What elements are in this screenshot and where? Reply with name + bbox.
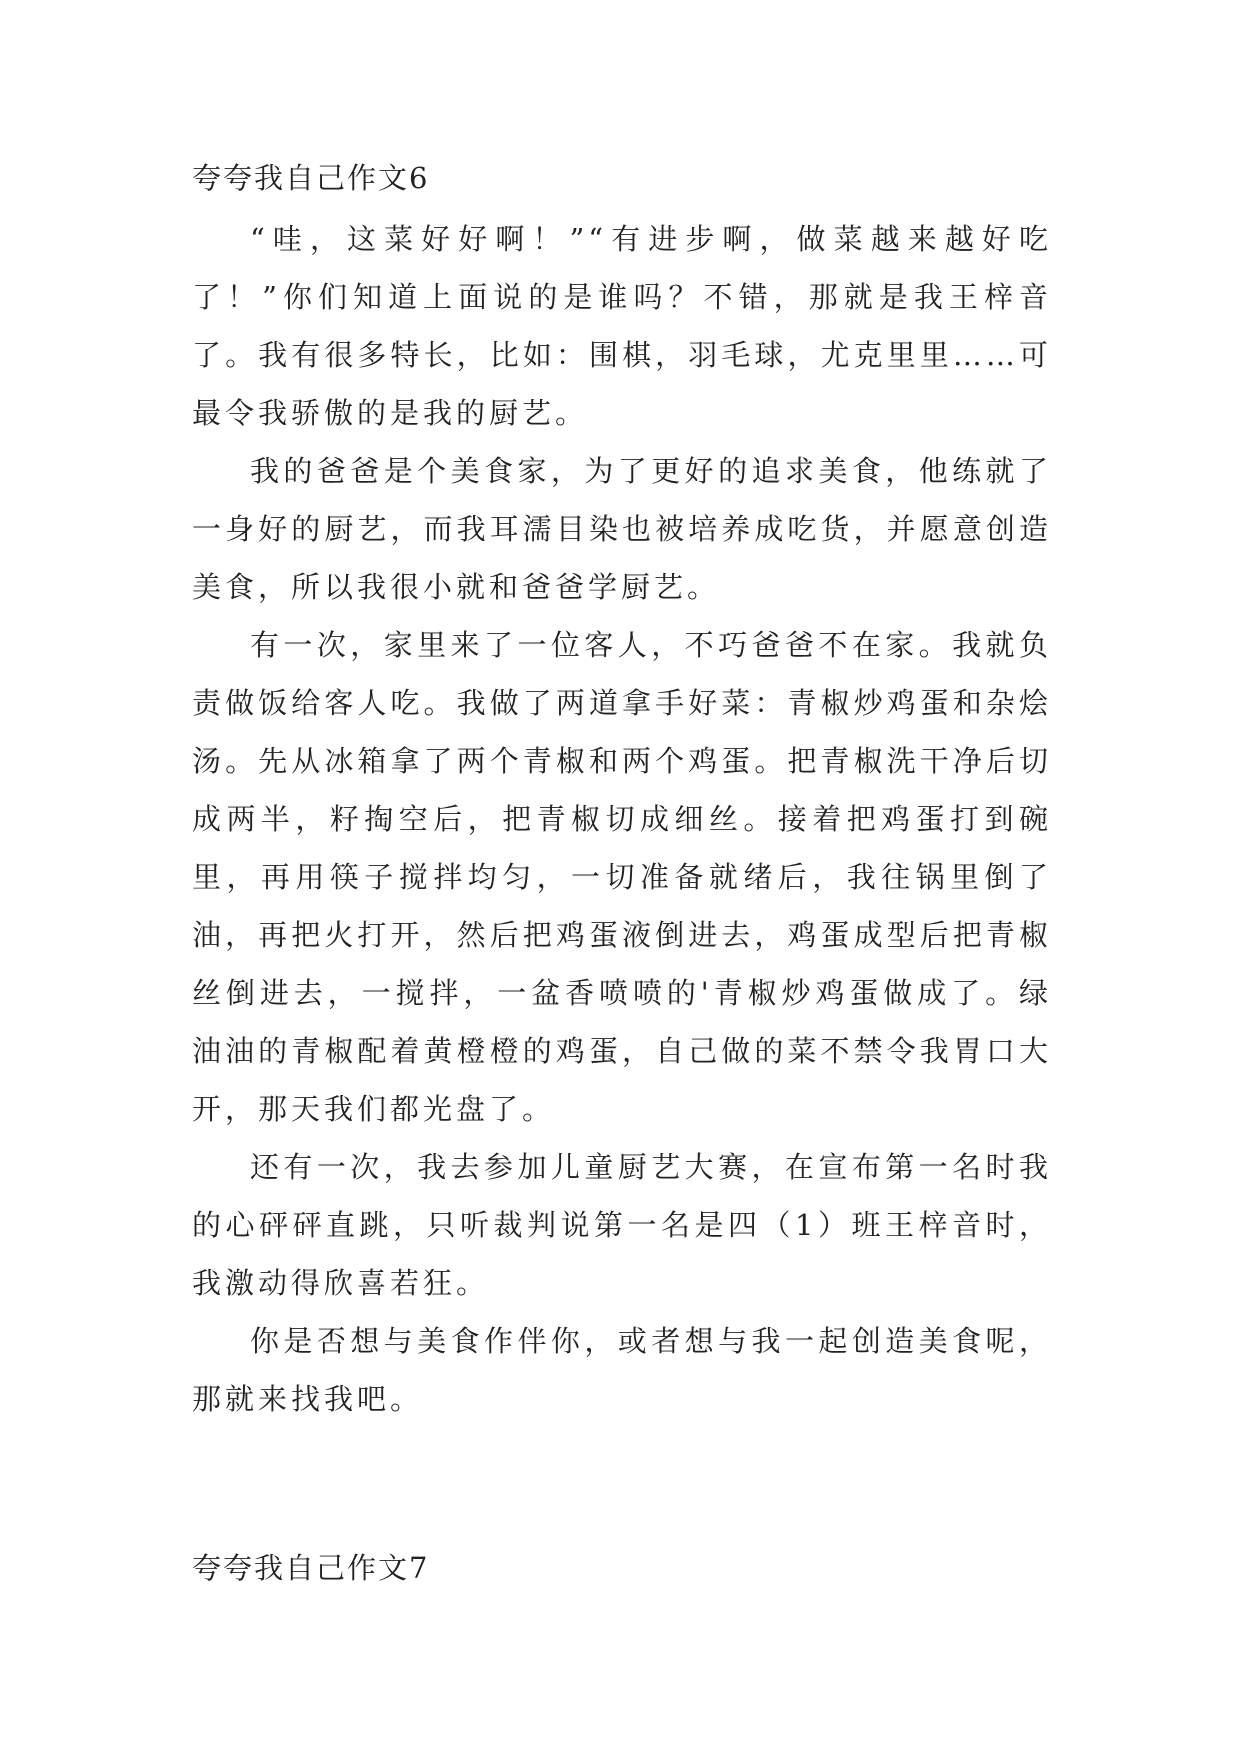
section-title: 夸夸我自己作文7 [192,1551,430,1585]
paragraph: 有一次，家里来了一位客人，不巧爸爸不在家。我就负责做饭给客人吃。我做了两道拿手好菜：青椒炒鸡蛋和杂烩汤。先从冰箱拿了两个青椒和两个鸡蛋。把青椒洗干净后切成两半，籽掏空后，把青椒切成细丝。接着把鸡蛋打到碗里，再用筷子搅拌均匀，一切准备就绪后，我往锅里倒了油，再把火打开，然后把鸡蛋液倒进去，鸡蛋成型后把青椒丝倒进去，一搅拌，一盆香喷喷的'青椒炒鸡蛋做成了。绿油油的青椒配着黄橙橙的鸡蛋，自己做的菜不禁令我胃口大开，那天我们都光盘了。 [192,628,1052,1126]
paragraph: 你是否想与美食作伴你，或者想与我一起创造美食呢，那就来找我吧。 [192,1324,1052,1416]
paragraph: 我的爸爸是个美食家，为了更好的追求美食，他练就了一身好的厨艺，而我耳濡目染也被培养成吃货，并愿意创造美食，所以我很小就和爸爸学厨艺。 [192,454,1052,604]
section-gap [192,1428,1052,1548]
paragraph: 还有一次，我去参加儿童厨艺大赛，在宣布第一名时我的心砰砰直跳，只听裁判说第一名是四（1）班王梓音时，我激动得欣喜若狂。 [192,1150,1052,1300]
section-title: 夸夸我自己作文6 [192,161,430,195]
document-content [192,158,1052,1588]
paragraph: “哇，这菜好好啊！”“有进步啊，做菜越来越好吃了！”你们知道上面说的是谁吗？不错，那就是我王梓音了。我有很多特长，比如：围棋，羽毛球，尤克里里……可最令我骄傲的是我的厨艺。 [192,222,1052,430]
